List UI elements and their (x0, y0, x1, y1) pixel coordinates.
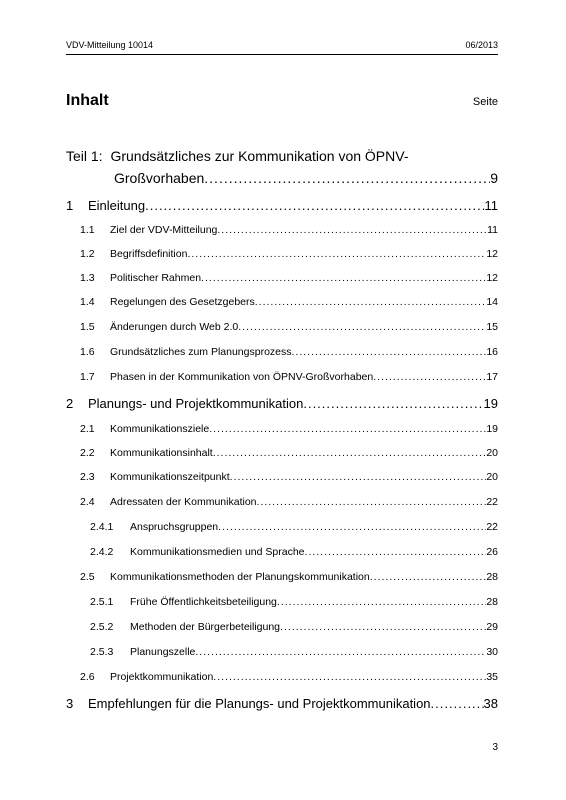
toc-entry-title: Grundsätzliches zum Planungsprozess (110, 346, 292, 358)
toc-entry-title: Planungszelle (130, 646, 196, 658)
toc-entry-number: 2.3 (80, 471, 95, 483)
toc-heading: Inhalt (66, 92, 109, 109)
toc-entry[interactable] (80, 321, 498, 333)
toc-entry-number: 2.5.3 (90, 646, 114, 658)
toc-leader-dots (201, 272, 486, 284)
toc-page-number: 17 (486, 371, 498, 383)
toc-entry[interactable] (80, 346, 498, 358)
toc-page-number: 30 (486, 646, 498, 658)
toc-leader-dots (255, 296, 487, 308)
toc-entry-number: 1.6 (80, 346, 95, 358)
toc-entry[interactable] (90, 621, 498, 633)
toc-entry-title: Einleitung (88, 198, 146, 213)
toc-entry-number: 2.6 (80, 671, 95, 683)
toc-entry-number: 2.2 (80, 447, 95, 459)
toc-entry-number: 2.1 (80, 423, 95, 435)
toc-entry[interactable] (90, 521, 498, 533)
toc-page-number: 26 (486, 546, 498, 558)
toc-entry[interactable] (90, 546, 498, 558)
toc-entry[interactable] (80, 447, 498, 459)
toc-entry-number: 2.5 (80, 571, 95, 583)
toc-entry-title: Kommunikationszeitpunkt (110, 471, 230, 483)
toc-leader-dots (218, 521, 486, 533)
toc-entry-number: 3 (66, 696, 74, 711)
toc-entry-title: Methoden der Bürgerbeteiligung (130, 621, 281, 633)
toc-leader-dots (187, 248, 486, 260)
toc-entry-number: 1.1 (80, 224, 95, 236)
toc-entry-title: Kommunikationsmedien und Sprache (130, 546, 305, 558)
toc-leader-dots (209, 423, 486, 435)
toc-page-number: 28 (486, 571, 498, 583)
toc-entry-title: Phasen in der Kommunikation von ÖPNV-Großvorhaben (110, 371, 374, 383)
toc-page-number: 28 (486, 596, 498, 608)
toc-entry-number: 2 (66, 396, 74, 411)
toc-entry-title: Frühe Öffentlichkeitsbeteiligung (130, 596, 277, 608)
toc-leader-dots (277, 596, 486, 608)
toc-entry-number: 1.2 (80, 248, 95, 260)
toc-part-title-line2: Großvorhaben (114, 170, 205, 186)
toc-entry-title: Kommunikationsinhalt (110, 447, 213, 459)
toc-part-title-line1: Grundsätzliches zur Kommunikation von ÖPNV- (110, 148, 409, 164)
toc-entry[interactable] (66, 696, 498, 711)
toc-entry-number: 2.4.2 (90, 546, 114, 558)
toc-entry[interactable] (80, 496, 498, 508)
toc-entry-title: Planungs- und Projektkommunikation (88, 396, 304, 411)
toc-leader-dots (373, 371, 486, 383)
table-of-contents (66, 0, 498, 800)
toc-leader-dots (257, 496, 487, 508)
toc-entry-number: 1.7 (80, 371, 95, 383)
toc-page-number: 20 (486, 447, 498, 459)
toc-entry[interactable] (66, 396, 498, 411)
toc-entry-number: 2.4.1 (90, 521, 114, 533)
toc-leader-dots (305, 546, 487, 558)
toc-entry[interactable] (80, 296, 498, 308)
toc-entry-title: Kommunikationsziele (110, 423, 210, 435)
toc-entry[interactable] (80, 272, 498, 284)
toc-page-number: 14 (486, 296, 498, 308)
toc-leader-dots (280, 621, 486, 633)
toc-entry-title: Kommunikationsmethoden der Planungskommunikation (110, 571, 370, 583)
toc-entry-title: Politischer Rahmen (110, 272, 202, 284)
toc-leader-dots (238, 321, 486, 333)
toc-entry[interactable] (80, 224, 498, 236)
toc-entry[interactable] (80, 571, 498, 583)
toc-leader-dots (303, 396, 483, 411)
toc-page-number: 29 (486, 621, 498, 633)
toc-page-number: 22 (486, 496, 498, 508)
toc-leader-dots (213, 671, 486, 683)
toc-page-number: 12 (486, 272, 498, 284)
toc-entry-title: Änderungen durch Web 2.0 (110, 321, 239, 333)
toc-leader-dots (213, 447, 487, 459)
toc-leader-dots (145, 198, 484, 213)
toc-entry[interactable] (90, 596, 498, 608)
toc-page-number: 12 (486, 248, 498, 260)
toc-entry[interactable] (80, 423, 498, 435)
toc-entry-number: 2.5.2 (90, 621, 114, 633)
toc-entry-number: 1.3 (80, 272, 95, 284)
toc-entry-number: 1 (66, 198, 74, 213)
toc-entry-number: 2.4 (80, 496, 95, 508)
toc-entry-title: Ziel der VDV-Mitteilung (110, 224, 218, 236)
toc-part-line1[interactable] (66, 148, 408, 164)
toc-part-line2[interactable] (114, 170, 498, 186)
toc-page-number: 22 (486, 521, 498, 533)
toc-entry-title: Regelungen des Gesetzgebers (110, 296, 255, 308)
toc-entry-number: 2.5.1 (90, 596, 114, 608)
toc-page-number: 11 (484, 198, 498, 213)
toc-entry[interactable] (80, 371, 498, 383)
toc-leader-dots (230, 471, 487, 483)
toc-entry-title: Projektkommunikation (110, 671, 214, 683)
toc-leader-dots (370, 571, 487, 583)
toc-entry-number: 1.5 (80, 321, 95, 333)
toc-page-number: 35 (486, 671, 498, 683)
toc-page-number: 20 (486, 471, 498, 483)
toc-part-prefix: Teil 1: (66, 148, 103, 164)
header-right: 06/2013 (465, 40, 498, 50)
toc-page-number: 16 (486, 346, 498, 358)
toc-leader-dots (431, 696, 484, 711)
toc-leader-dots (195, 646, 486, 658)
toc-page-number: 11 (487, 224, 498, 236)
toc-leader-dots (204, 170, 490, 186)
toc-entry-title: Empfehlungen für die Planungs- und Projektkommunikation (88, 696, 431, 711)
toc-leader-dots (292, 346, 487, 358)
toc-entry[interactable] (66, 198, 498, 213)
toc-entry-title: Adressaten der Kommunikation (110, 496, 257, 508)
toc-page-number: 19 (486, 423, 498, 435)
toc-page-number: 15 (486, 321, 498, 333)
toc-page-number: 9 (490, 170, 498, 186)
toc-entry-number: 1.4 (80, 296, 95, 308)
toc-entry[interactable] (90, 646, 498, 658)
toc-entry-title: Begriffsdefinition (110, 248, 188, 260)
toc-entry[interactable] (80, 671, 498, 683)
toc-entry[interactable] (80, 248, 498, 260)
toc-page-number: 19 (483, 396, 498, 411)
toc-page-number: 38 (483, 696, 498, 711)
page-column-label: Seite (472, 96, 498, 108)
toc-entry[interactable] (80, 471, 498, 483)
toc-entry-title: Anspruchsgruppen (130, 521, 219, 533)
header-left: VDV-Mitteilung 10014 (66, 40, 154, 50)
page-number: 3 (492, 742, 498, 753)
toc-leader-dots (217, 224, 487, 236)
